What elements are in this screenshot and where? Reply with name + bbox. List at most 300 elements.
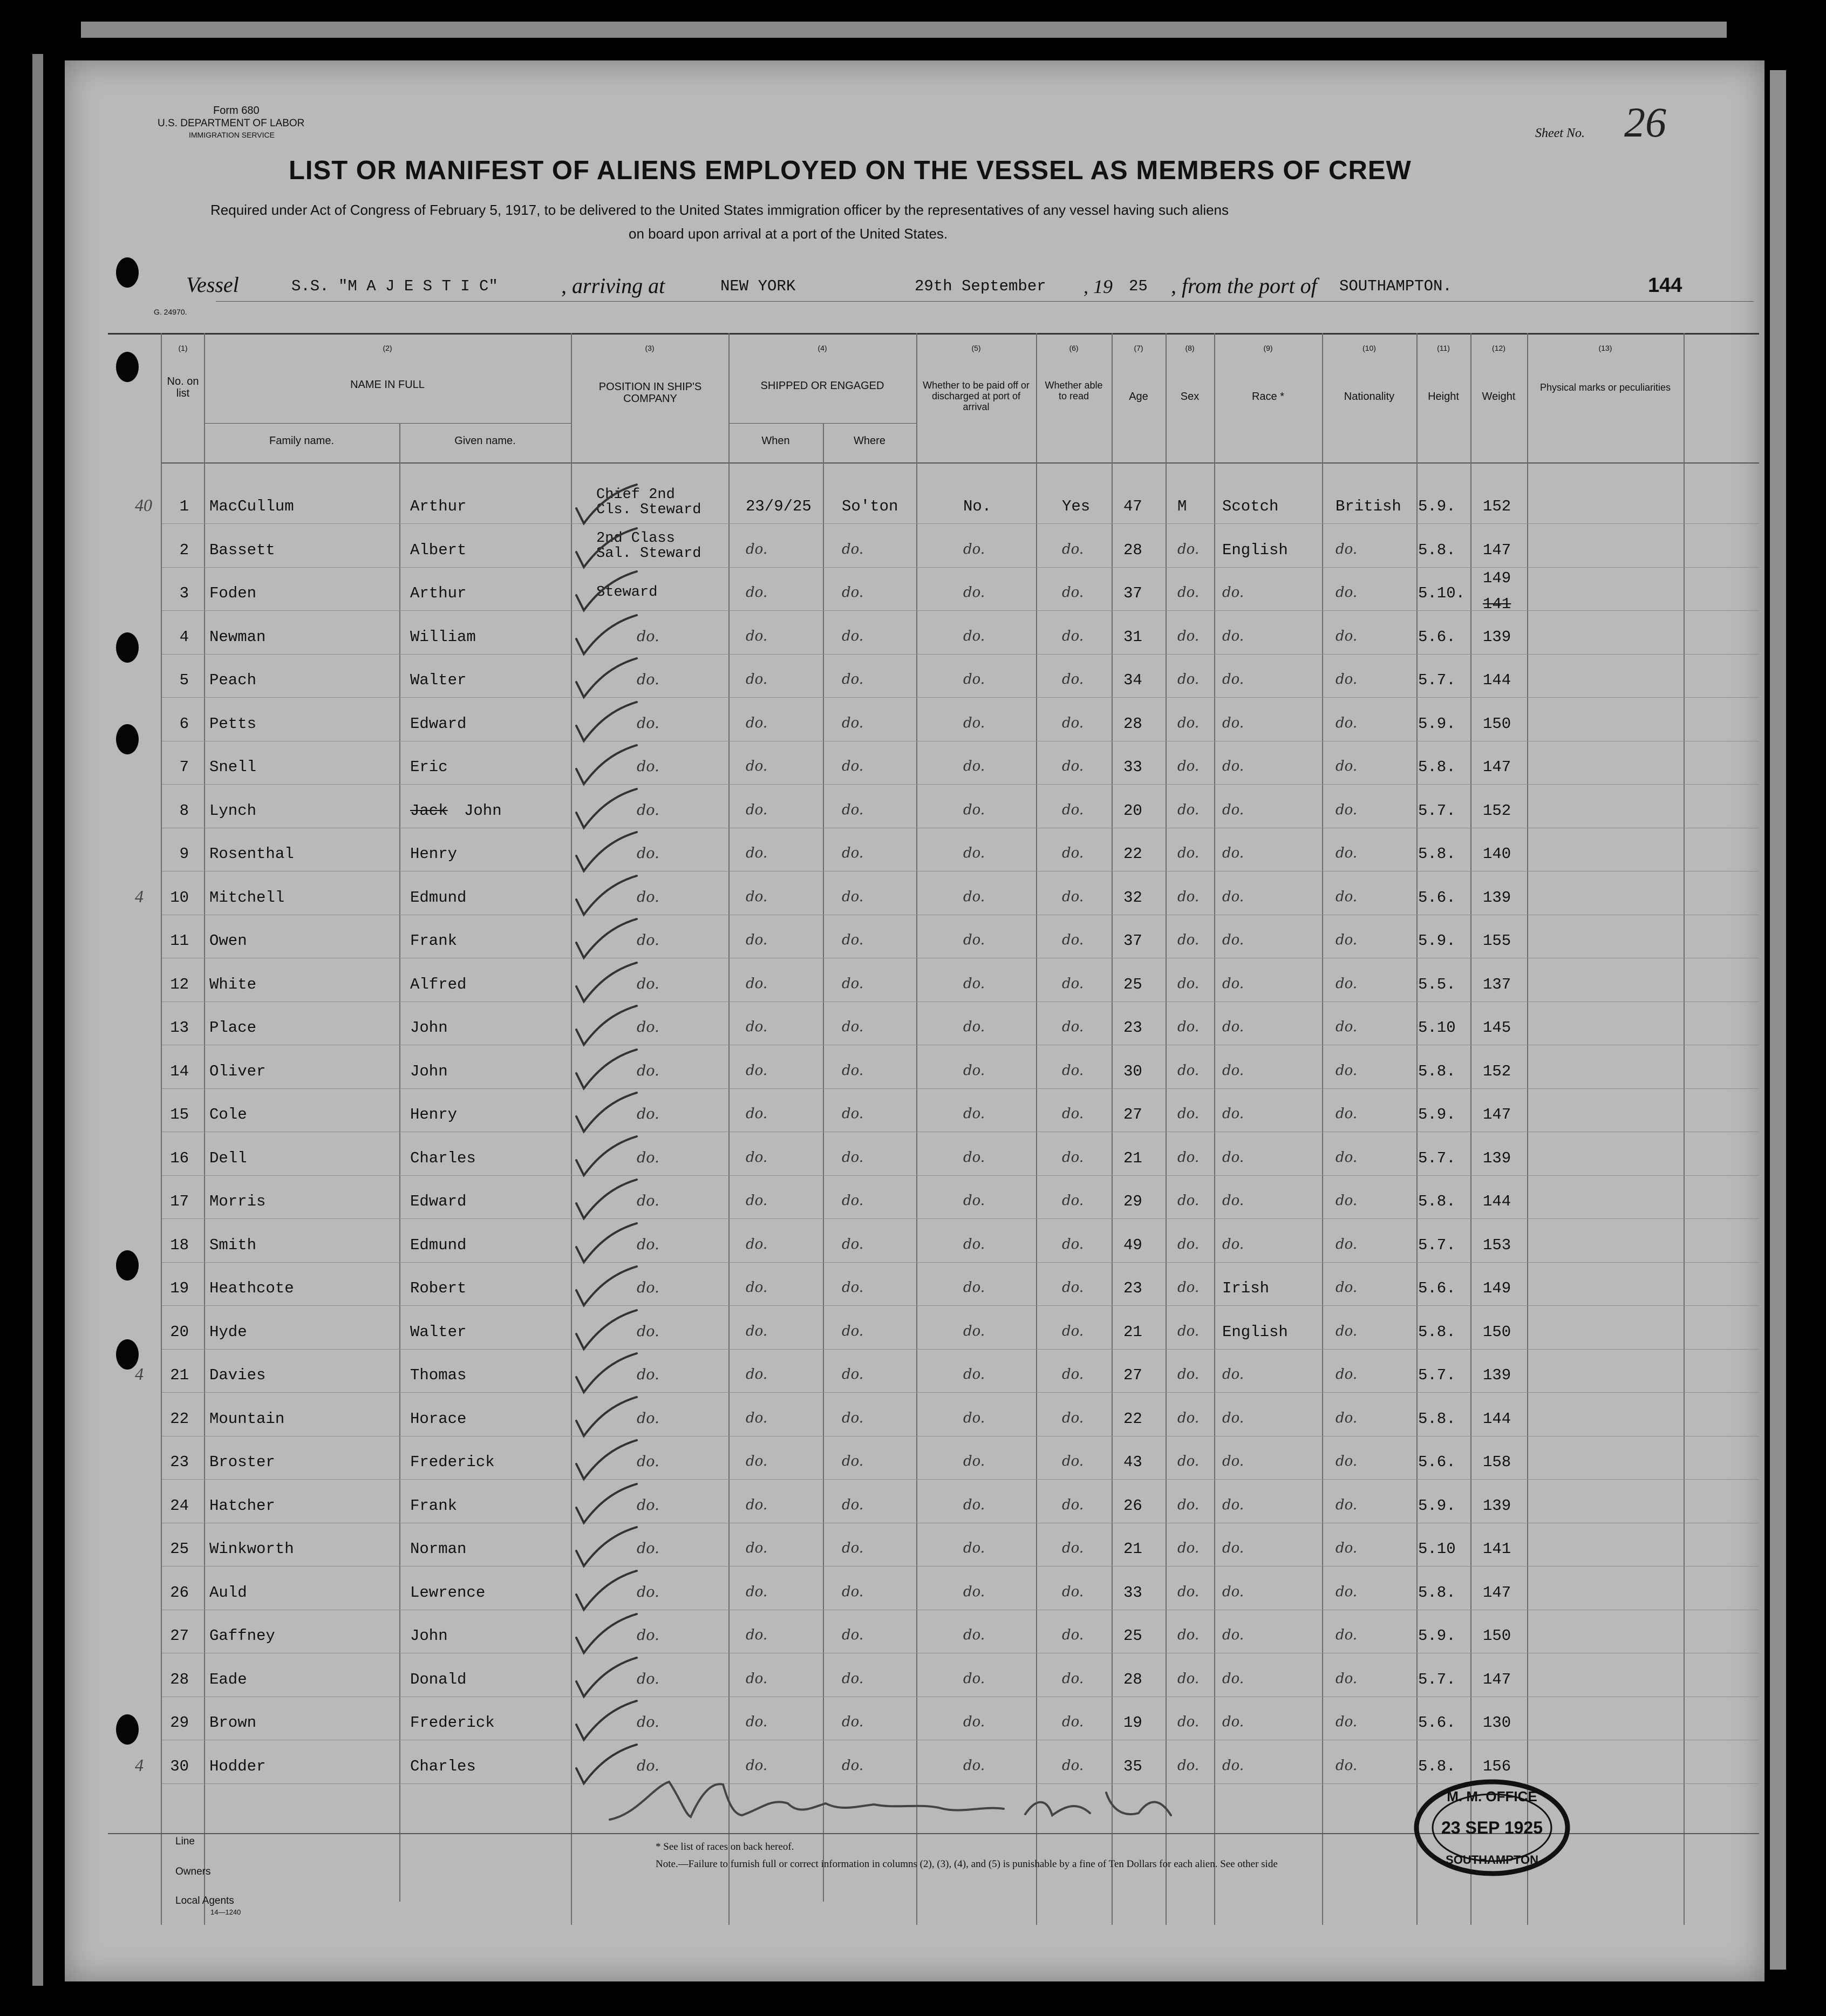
cell-family: Petts [209,714,257,733]
cell-read: do. [1062,1236,1084,1252]
cell-when: do. [746,801,768,818]
agents-label: Local Agents [175,1895,234,1906]
cell-sex: do. [1177,975,1200,992]
cell-paid: do. [963,1757,985,1774]
form-number: Form 680 [213,105,260,117]
cell-age: 37 [1123,932,1142,950]
cell-nat: do. [1336,1409,1358,1426]
cell-no: 1 [179,498,189,515]
cell-age: 49 [1123,1236,1142,1254]
punch-hole [116,632,139,663]
cell-sex: do. [1177,1757,1200,1774]
cell-family: Hodder [209,1757,266,1775]
punch-hole [116,352,139,382]
margin-note: 4 [135,1364,144,1384]
cell-read: do. [1062,1540,1084,1556]
cell-when: do. [746,671,768,687]
margin-note: 4 [135,1755,144,1775]
cell-position: do. [637,1627,659,1644]
col-rule [916,333,917,1925]
cell-age: 28 [1123,1670,1142,1688]
check-mark-icon [572,1220,642,1269]
cell-where: do. [842,758,864,774]
cell-read: do. [1062,1193,1084,1209]
cell-family: Smith [209,1236,257,1254]
col-rule [204,333,205,1925]
cell-race: do. [1222,888,1244,905]
cell-no: 2 [179,541,189,559]
cell-height: 5.7. [1418,1366,1456,1384]
cell-sex: do. [1177,1062,1200,1079]
cell-when: do. [746,1757,768,1774]
cell-no: 6 [179,714,189,733]
cell-family: Bassett [209,541,275,559]
cell-nat: do. [1336,1583,1358,1600]
cell-race: do. [1222,975,1244,992]
owners-label: Owners [175,1866,211,1877]
check-mark-icon [572,1176,642,1225]
punch-hole [116,1714,139,1745]
cell-height: 5.7. [1418,1670,1456,1688]
cell-position: do. [637,1149,659,1166]
cell-where: do. [842,541,864,557]
cell-weight: 139 [1483,888,1511,907]
cell-paid: do. [963,1106,985,1122]
cell-read: do. [1062,714,1084,731]
row-rule [162,1392,1759,1393]
header-bottom-rule [162,462,1759,464]
row-rule [162,1262,1759,1263]
cell-nat: do. [1336,1149,1358,1166]
cell-no: 27 [170,1627,189,1645]
cell-given: Arthur [410,584,467,602]
cell-given: Horace [410,1409,467,1428]
cell-read: do. [1062,1279,1084,1296]
cell-age: 29 [1123,1193,1142,1210]
cell-weight: 137 [1483,975,1511,993]
cell-paid: do. [963,541,985,557]
cell-age: 28 [1123,541,1142,559]
col-4-header: SHIPPED OR ENGAGED [760,380,884,392]
cell-height: 5.6. [1418,1279,1456,1297]
stamp-date: 23 SEP 1925 [1441,1818,1543,1837]
cell-height: 5.9. [1418,1106,1456,1123]
cell-sex: do. [1177,845,1200,861]
cell-age: 33 [1123,1583,1142,1602]
check-mark-icon [572,1350,642,1399]
check-mark-icon [572,916,642,964]
sheet-number: 26 [1624,99,1666,146]
cell-when: do. [746,1193,768,1209]
cell-no: 29 [170,1714,189,1732]
cell-when: do. [746,584,768,601]
cell-race: do. [1222,1496,1244,1513]
cell-sex: do. [1177,888,1200,905]
cell-race: do. [1222,1670,1244,1687]
cell-when: do. [746,1323,768,1339]
cell-race: do. [1222,671,1244,687]
cell-no: 21 [170,1366,189,1384]
col-7-header: Age [1129,391,1148,403]
col-8-header: Sex [1180,391,1200,403]
cell-paid: do. [963,628,985,644]
cell-read: do. [1062,1323,1084,1339]
cell-age: 19 [1123,1714,1142,1732]
cell-read: do. [1062,1757,1084,1774]
cell-position: do. [637,1366,659,1383]
cell-no: 24 [170,1496,189,1515]
cell-nat: do. [1336,671,1358,687]
cell-when: do. [746,1366,768,1382]
col-rule [1470,333,1471,1925]
cell-sex: do. [1177,1627,1200,1643]
cell-family: Newman [209,628,266,646]
cell-weight: 150 [1483,1323,1511,1341]
cell-sex: do. [1177,801,1200,818]
col-rule [1214,333,1215,1925]
col-5-header: Whether to be paid off or discharged at port of arrival [923,380,1030,412]
cell-when: do. [746,975,768,992]
name-subheader-rule [204,423,571,424]
col-13-number: (13) [1598,344,1612,352]
cell-weight: 147 [1483,541,1511,559]
cell-where: do. [842,1149,864,1166]
cell-given: Edward [410,714,467,733]
cell-paid: do. [963,1409,985,1426]
cell-paid: do. [963,714,985,731]
cell-height: 5.8. [1418,1757,1456,1775]
check-mark-icon [572,1437,642,1486]
cell-sex: do. [1177,1409,1200,1426]
cell-when: do. [746,1714,768,1730]
cell-race: do. [1222,714,1244,731]
voyage-underline [216,301,1754,302]
col-8-number: (8) [1185,344,1195,352]
cell-age: 37 [1123,584,1142,602]
vessel-name: S.S. "M A J E S T I C" [291,277,498,295]
col-rule [1112,333,1113,1925]
cell-height: 5.6. [1418,628,1456,646]
cell-no: 13 [170,1019,189,1037]
cell-weight: 147 [1483,1670,1511,1688]
cell-given: Albert [410,541,467,559]
row-rule [162,1479,1759,1480]
cell-nat: British [1336,498,1401,515]
cell-where: do. [842,714,864,731]
races-note: * See list of races on back hereof. [656,1841,794,1852]
cell-height: 5.5. [1418,975,1456,993]
check-mark-icon [572,1046,642,1095]
cell-where: do. [842,628,864,644]
cell-when: do. [746,1409,768,1426]
cell-where: do. [842,1714,864,1730]
check-mark-icon [572,786,642,834]
cell-given: Walter [410,671,467,689]
check-mark-icon [572,1481,642,1529]
cell-height: 5.7. [1418,801,1456,820]
check-mark-icon [572,481,642,530]
cell-family: Mountain [209,1409,285,1428]
manifest-page [65,60,1764,1981]
cell-family: Hyde [209,1323,247,1341]
cell-weight: 150 [1483,714,1511,733]
cell-nat: do. [1336,1236,1358,1252]
cell-nat: do. [1336,584,1358,601]
cell-nat: do. [1336,1453,1358,1469]
cell-where: do. [842,888,864,905]
cell-where: do. [842,671,864,687]
cell-sex: do. [1177,1670,1200,1687]
cell-sex: do. [1177,1236,1200,1252]
col-2-number: (2) [383,344,392,352]
cell-age: 30 [1123,1062,1142,1080]
stamp-bottom: SOUTHAMPTON [1446,1853,1538,1867]
cell-race: do. [1222,1757,1244,1774]
cell-sex: do. [1177,1106,1200,1122]
vessel-label: Vessel [186,273,239,297]
cell-nat: do. [1336,1714,1358,1730]
cell-nat: do. [1336,758,1358,774]
cell-family: White [209,975,257,993]
cell-given: Walter [410,1323,467,1341]
cell-no: 11 [170,932,189,950]
cell-race: do. [1222,932,1244,948]
cell-paid: do. [963,801,985,818]
cell-position: do. [637,1019,659,1036]
cell-position: do. [637,845,659,862]
cell-height: 5.8. [1418,541,1456,559]
margin-note: 4 [135,886,144,906]
cell-paid: do. [963,1496,985,1513]
cell-paid: do. [963,1062,985,1079]
col-11-number: (11) [1437,344,1450,352]
row-rule [162,654,1759,655]
cell-nat: do. [1336,932,1358,948]
col-4-number: (4) [817,344,827,352]
cell-race: Scotch [1222,498,1279,515]
cell-paid: do. [963,1323,985,1339]
cell-weight: 147 [1483,1106,1511,1123]
cell-family: Foden [209,584,257,602]
cell-age: 21 [1123,1323,1142,1341]
cell-weight: 144 [1483,1193,1511,1210]
row-rule [162,1088,1759,1089]
cell-age: 43 [1123,1453,1142,1471]
cell-given: Frederick [410,1714,495,1732]
form-subtitle-2: on board upon arrival at a port of the United States. [629,226,948,242]
cell-nat: do. [1336,1366,1358,1382]
check-mark-icon [572,1568,642,1616]
punch-hole [116,724,139,754]
cell-paid: do. [963,1670,985,1687]
cell-race: do. [1222,801,1244,818]
cell-read: do. [1062,1496,1084,1513]
cell-paid: do. [963,1714,985,1730]
cell-age: 28 [1123,714,1142,733]
cell-given: John [410,1627,448,1645]
cell-given: Lewrence [410,1583,486,1602]
col-3-header: POSITION IN SHIP'S COMPANY [598,381,702,405]
cell-height: 5.9. [1418,498,1456,515]
cell-position: do. [637,888,659,905]
cell-read: do. [1062,1149,1084,1166]
cell-given: Edmund [410,1236,467,1254]
cell-when: do. [746,1236,768,1252]
cell-nat: do. [1336,714,1358,731]
check-mark-icon [572,1394,642,1442]
check-mark-icon [572,1611,642,1659]
cell-when: do. [746,628,768,644]
cell-no: 3 [179,584,189,602]
cell-when: do. [746,1149,768,1166]
cell-nat: do. [1336,888,1358,905]
cell-no: 4 [179,628,189,646]
cell-weight-struck: 141 [1483,595,1511,613]
cell-paid: do. [963,1019,985,1035]
cell-given: Frederick [410,1453,495,1471]
year-prefix: , 19 [1084,276,1113,297]
cell-race: do. [1222,1236,1244,1252]
page-edge-right [1770,70,1786,1970]
cell-position: do. [637,1540,659,1557]
cell-height: 5.7. [1418,671,1456,689]
cell-when: do. [746,1496,768,1513]
cell-position: do. [637,1453,659,1470]
cell-position: do. [637,1670,659,1687]
cell-given: Frank [410,932,458,950]
cell-family: Dell [209,1149,247,1167]
cell-read: Yes [1062,498,1091,515]
cell-paid: do. [963,845,985,861]
stamp-top: M. M. OFFICE [1447,1788,1537,1804]
cell-position: do. [637,932,659,949]
row-rule [162,697,1759,698]
col-10-header: Nationality [1344,391,1395,403]
cell-weight: 144 [1483,671,1511,689]
cell-nat: do. [1336,1540,1358,1556]
page-edge-left [32,54,43,1986]
cell-read: do. [1062,801,1084,818]
cell-given: Alfred [410,975,467,993]
cell-position: do. [637,758,659,775]
cell-where: do. [842,1540,864,1556]
check-mark-icon [572,1133,642,1182]
cell-read: do. [1062,1409,1084,1426]
cell-race: English [1222,1323,1288,1341]
col-2b-header: Given name. [454,435,516,447]
cell-height: 5.6. [1418,888,1456,907]
check-mark-icon [572,568,642,617]
check-mark-icon [572,655,642,704]
cell-family: Oliver [209,1062,266,1080]
row-rule [162,1218,1759,1219]
arrival-port: NEW YORK [720,277,796,295]
mm-office-stamp [1413,1776,1572,1879]
cell-given: Charles [410,1757,476,1775]
cell-weight: 150 [1483,1627,1511,1645]
cell-nat: do. [1336,975,1358,992]
cell-where: do. [842,1019,864,1035]
cell-family: Lynch [209,801,257,820]
cell-read: do. [1062,671,1084,687]
cell-no: 25 [170,1540,189,1558]
cell-given: John [410,1019,448,1037]
cell-where: So'ton [842,498,898,515]
cell-age: 22 [1123,1409,1142,1428]
cell-paid: do. [963,1193,985,1209]
col-3-number: (3) [645,344,655,352]
cell-race: Irish [1222,1279,1270,1297]
row-rule [162,1566,1759,1567]
page-edge-top [81,22,1727,38]
cell-position-line-1: Chief 2nd [596,487,675,503]
cell-position: do. [637,714,659,732]
cell-when: do. [746,932,768,948]
cell-where: do. [842,1062,864,1079]
cell-position: Steward [596,584,658,601]
col-rule [1684,333,1685,1925]
cell-given: Edmund [410,888,467,907]
cell-given: Henry [410,1106,458,1123]
form-title: LIST OR MANIFEST OF ALIENS EMPLOYED ON THE VESSEL AS MEMBERS OF CREW [289,156,1412,185]
cell-position: do. [637,1106,659,1122]
cell-height: 5.9. [1418,1496,1456,1515]
row-rule [162,784,1759,785]
cell-age: 27 [1123,1366,1142,1384]
from-label: , from the port of [1171,274,1317,298]
cell-weight: 130 [1483,1714,1511,1732]
cell-family: Eade [209,1670,247,1688]
cell-family: Brown [209,1714,257,1732]
cell-paid: do. [963,932,985,948]
cell-paid: do. [963,1366,985,1382]
cell-read: do. [1062,1453,1084,1469]
cell-position: do. [637,1583,659,1600]
cell-height: 5.9. [1418,714,1456,733]
cell-sex: do. [1177,1540,1200,1556]
cell-where: do. [842,1496,864,1513]
cell-where: do. [842,1323,864,1339]
cell-age: 21 [1123,1540,1142,1558]
cell-nat: do. [1336,541,1358,557]
cell-nat: do. [1336,1062,1358,1079]
col-4a-header: When [761,435,790,447]
cell-weight: 149 [1483,1279,1511,1297]
cell-sex: do. [1177,1279,1200,1296]
cell-read: do. [1062,1714,1084,1730]
cell-position-line-1: 2nd Class [596,530,675,547]
purser-signature [604,1766,1187,1830]
cell-position: do. [637,1193,659,1209]
cell-weight: 152 [1483,498,1511,515]
cell-when: do. [746,1583,768,1600]
cell-height: 5.8. [1418,1323,1456,1341]
col-10-number: (10) [1362,344,1376,352]
check-mark-icon [572,742,642,791]
cell-where: do. [842,1453,864,1469]
check-mark-icon [572,1307,642,1356]
cell-read: do. [1062,845,1084,861]
cell-no: 15 [170,1106,189,1123]
cell-paid: do. [963,1583,985,1600]
cell-no: 30 [170,1757,189,1775]
cell-paid: do. [963,888,985,905]
col-rule [1036,333,1037,1925]
check-mark-icon [572,829,642,877]
cell-when: do. [746,714,768,731]
cell-age: 33 [1123,758,1142,776]
cell-race: do. [1222,1149,1244,1166]
